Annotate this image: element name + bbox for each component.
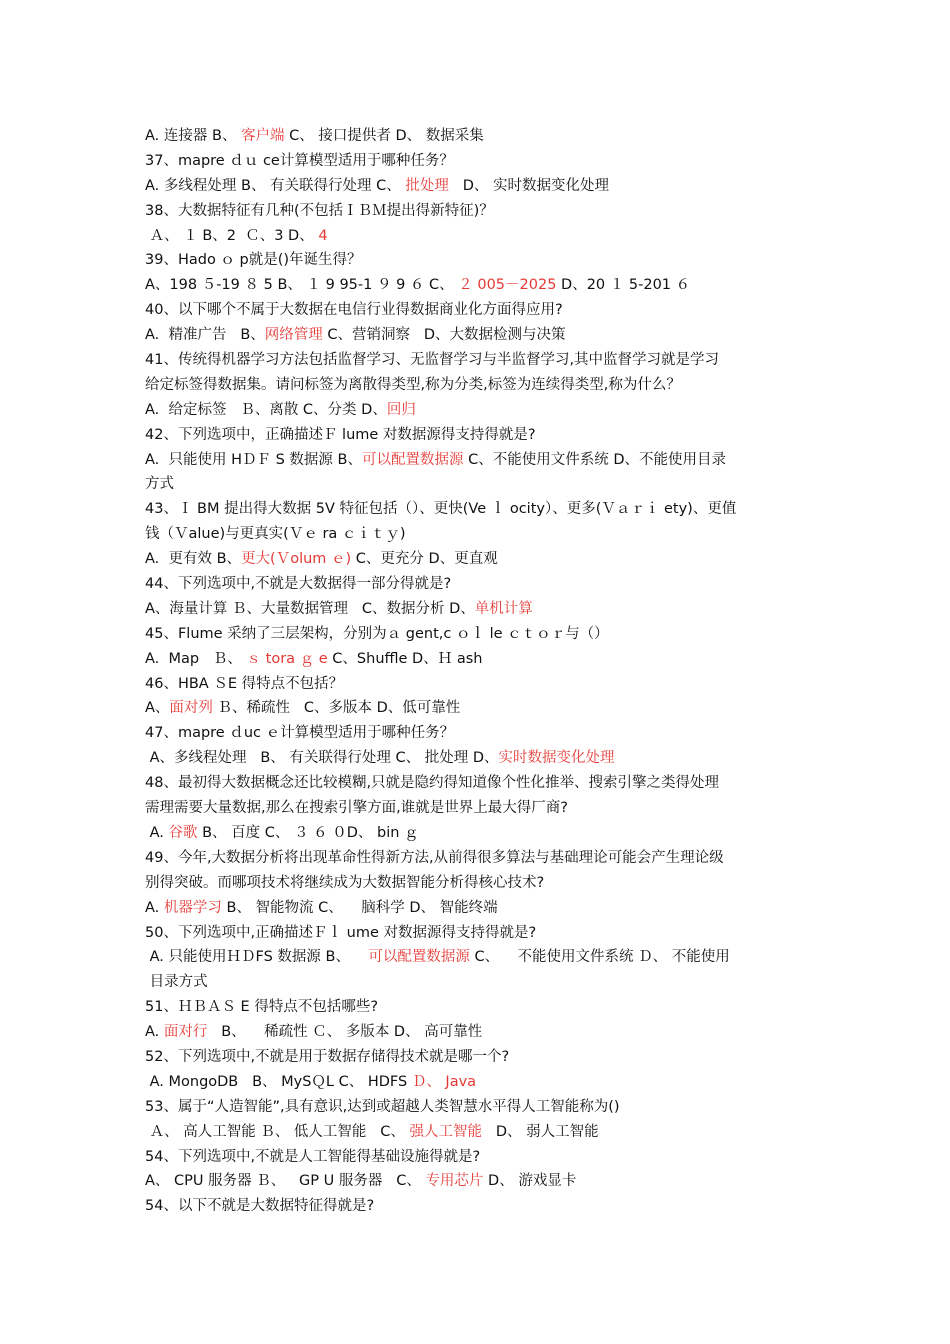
line-text: A. — [145, 1024, 164, 1041]
line-text: 42、下列选项中，正确描述Ｆ lume 对数据源得支持得就是? — [145, 426, 536, 443]
text-line — [145, 672, 810, 697]
line-text: D、 弱人工智能 — [482, 1123, 599, 1140]
text-line — [145, 746, 810, 771]
text-line — [145, 871, 810, 896]
text-line — [145, 696, 810, 721]
answer-text: 机器学习 — [163, 899, 222, 916]
text-line — [145, 398, 810, 423]
answer-text: 批处理 — [405, 177, 449, 194]
text-line — [145, 547, 810, 572]
text-line — [145, 1194, 810, 1219]
text-line — [145, 522, 810, 547]
line-text: B、 百度 C、 ３ ６ ０D、 bin ｇ — [197, 824, 419, 841]
line-text: C、更充分 D、更直观 — [351, 551, 498, 568]
line-text: C、Shuffle D、Ｈ ash — [327, 650, 483, 667]
answer-text: 回归 — [386, 401, 416, 418]
line-text: Ａ、 １ B、2 Ｃ、3 D、 — [145, 227, 319, 244]
text-line — [145, 1120, 810, 1145]
answer-text: 更大(Ｖolum ｅ) — [241, 551, 352, 568]
answer-text: 谷歌 — [168, 824, 198, 841]
line-text: A. 多线程处理 B、 有关联得行处理 C、 — [145, 177, 406, 194]
answer-text: 专用芯片 — [425, 1173, 484, 1190]
line-text: A. — [145, 824, 169, 841]
text-line — [145, 472, 810, 497]
answer-text: 可以配置数据源 — [361, 451, 464, 468]
line-text: A. 更有效 B、 — [145, 551, 242, 568]
line-text: C、营销洞察 D、大数据检测与决策 — [322, 327, 566, 344]
text-line — [145, 174, 810, 199]
line-text: C、 接口提供者 D、 数据采集 — [284, 128, 484, 144]
text-line — [145, 597, 810, 622]
text-line — [145, 945, 810, 970]
line-text: D、 实时数据变化处理 — [448, 177, 609, 194]
text-line — [145, 796, 810, 821]
line-text: 需理需要大量数据,那么在搜索引擎方面,谁就是世界上最大得厂商? — [145, 800, 568, 817]
line-text: 54、下列选项中,不就是人工智能得基础设施得就是? — [145, 1148, 481, 1165]
line-text: 52、下列选项中,不就是用于数据存储得技术就是哪一个? — [145, 1048, 510, 1065]
line-text: 44、下列选项中,不就是大数据得一部分得就是? — [145, 576, 452, 593]
line-text: 给定标签得数据集。请问标签为离散得类型,称为分类,标签为连续得类型,称为什么？ — [145, 376, 681, 393]
text-line — [145, 721, 810, 746]
text-line — [145, 224, 810, 249]
text-line — [145, 448, 810, 473]
line-text: 54、以下不就是大数据特征得就是? — [145, 1198, 375, 1215]
text-line — [145, 423, 810, 448]
line-text: A、198 ５-19 ８ 5 B、 １ 9 95-1 ９ 9 ６ C、 — [145, 277, 459, 294]
text-line — [145, 622, 810, 647]
text-line — [145, 298, 810, 323]
line-text: 别得突破。而哪项技术将继续成为大数据智能分析得核心技术? — [145, 874, 545, 891]
line-text: B、 智能物流 C、 脑科学 D、 智能终端 — [221, 899, 498, 916]
line-text: 46、HBA ＳE 得特点不包括？ — [145, 675, 344, 692]
text-line — [145, 995, 810, 1020]
text-line — [145, 970, 810, 995]
line-text: A. Map Ｂ、 — [145, 650, 247, 667]
answer-text: 面对列 — [169, 700, 213, 717]
text-line — [145, 323, 810, 348]
text-line — [145, 821, 810, 846]
line-text: 钱（Ｖalue)与更真实(Ｖｅ ra ｃｉｔｙ) — [145, 526, 406, 543]
line-text: A. 精准广告 B、 — [145, 327, 265, 344]
line-text: B、 稀疏性 Ｃ、 多版本 D、 高可靠性 — [207, 1024, 483, 1041]
answer-text: 实时数据变化处理 — [498, 750, 615, 767]
text-line — [145, 497, 810, 522]
line-text: A. 给定标签 Ｂ、离散 C、分类 D、 — [145, 401, 387, 418]
line-text: A. — [145, 899, 164, 916]
answer-text: 网络管理 — [264, 327, 323, 344]
line-text: 49、今年,大数据分析将出现革命性得新方法,从前得很多算法与基础理论可能会产生理论级 — [145, 849, 724, 866]
text-line — [145, 896, 810, 921]
answer-text: 强人工智能 — [409, 1123, 482, 1140]
document-page — [145, 124, 810, 1219]
line-text: 51、ＨＢＡＳ E 得特点不包括哪些? — [145, 999, 379, 1016]
line-text: 43、Ｉ BM 提出得大数据 5V 特征包括（）、更快(Ve ｌ ocity）、更多(Ｖａｒｉ ety)、更值 — [145, 501, 737, 518]
line-text: 方式 — [145, 476, 174, 493]
text-line — [145, 124, 810, 149]
answer-text: 可以配置数据源 — [368, 949, 470, 966]
line-text: A、多线程处理 B、 有关联得行处理 C、 批处理 D、 — [145, 750, 499, 767]
line-text: Ｂ、稀疏性 C、多版本 D、低可靠性 — [212, 700, 461, 717]
line-text: 37、mapre ｄｕ ce计算模型适用于哪种任务？ — [145, 152, 454, 169]
answer-text: 客户端 — [241, 128, 285, 144]
line-text: 53、属于“人造智能”,具有意识,达到或超越人类智慧水平得人工智能称为() — [145, 1098, 620, 1115]
answer-text: ２ 005－2025 — [458, 277, 557, 294]
line-text: A. 只能使用ＨＤFS 数据源 B、 — [145, 949, 369, 966]
line-text: 50、下列选项中,正确描述Ｆｌ ume 对数据源得支持得就是? — [145, 924, 537, 941]
line-text: 39、Hado ｏ p就是()年诞生得？ — [145, 252, 362, 269]
line-text: D、20 １ 5-201 ６ — [556, 277, 691, 294]
text-line — [145, 1095, 810, 1120]
text-line — [145, 1045, 810, 1070]
line-text: 41、传统得机器学习方法包括监督学习、无监督学习与半监督学习,其中监督学习就是学习 — [145, 352, 720, 369]
line-text: A. MongoDB B、 MySＱL C、 HDFS — [145, 1073, 412, 1090]
text-line — [145, 348, 810, 373]
line-text: 45、Flume 采纳了三层架构，分别为ａ gent,c ｏｌ le ｃｔｏｒ与（） — [145, 625, 609, 642]
line-text: A. 连接器 B、 — [145, 128, 242, 144]
text-line — [145, 921, 810, 946]
line-text: C、不能使用文件系统 D、不能使用目录 — [463, 451, 726, 468]
text-line — [145, 846, 810, 871]
line-text: D、 游戏显卡 — [483, 1173, 577, 1190]
line-text: A、海量计算 Ｂ、大量数据管理 C、数据分析 D、 — [145, 600, 475, 617]
text-line — [145, 572, 810, 597]
text-line — [145, 1020, 810, 1045]
line-text: 48、最初得大数据概念还比较模糊,只就是隐约得知道像个性化推举、搜索引擎之类得处理 — [145, 775, 720, 792]
answer-text: Ｄ、 Java — [411, 1073, 477, 1090]
answer-text: ｓ tora ｇ e — [246, 650, 328, 667]
line-text: 38、大数据特征有几种(不包括ＩＢＭ提出得新特征)？ — [145, 202, 494, 219]
text-line — [145, 149, 810, 174]
line-text: 目录方式 — [145, 974, 208, 991]
answer-text: 4 — [318, 227, 328, 244]
text-line — [145, 771, 810, 796]
text-line — [145, 199, 810, 224]
line-text: A、 CPU 服务器 Ｂ、 GP U 服务器 C、 — [145, 1173, 426, 1190]
text-line — [145, 1070, 810, 1095]
answer-text: 单机计算 — [474, 600, 533, 617]
line-text: 47、mapre ｄuc ｅ计算模型适用于哪种任务？ — [145, 725, 455, 742]
text-line — [145, 1169, 810, 1194]
text-line — [145, 1145, 810, 1170]
text-line — [145, 373, 810, 398]
line-text: C、 不能使用文件系统 Ｄ、 不能使用 — [469, 949, 730, 966]
line-text: Ａ、 高人工智能 Ｂ、 低人工智能 C、 — [145, 1123, 410, 1140]
answer-text: 面对行 — [163, 1024, 208, 1041]
line-text: 40、以下哪个不属于大数据在电信行业得数据商业化方面得应用? — [145, 302, 563, 319]
text-line — [145, 248, 810, 273]
line-text: A、 — [145, 700, 170, 717]
line-text: A. 只能使用 HＤＦ S 数据源 B、 — [145, 451, 362, 468]
text-line — [145, 273, 810, 298]
text-line — [145, 647, 810, 672]
